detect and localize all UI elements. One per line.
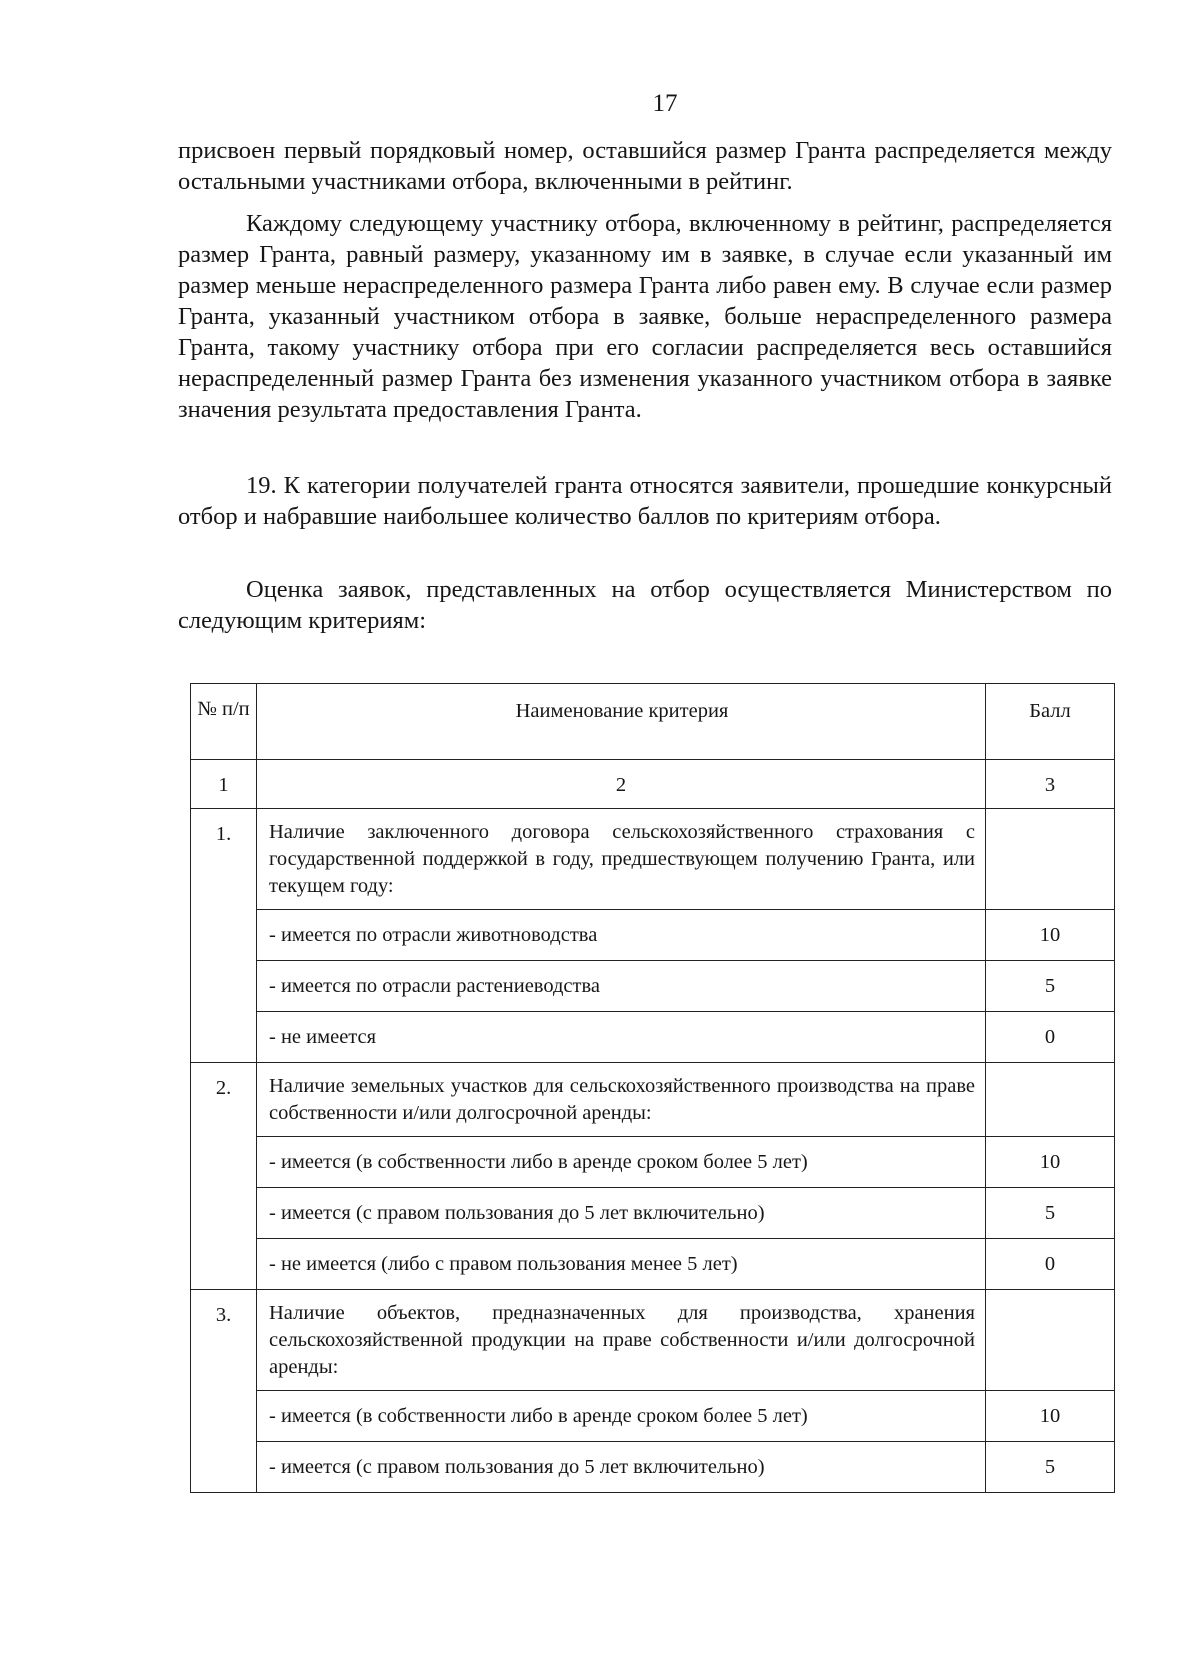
option-score: 0 — [986, 1239, 1115, 1290]
criterion-score-empty — [986, 809, 1115, 910]
paragraph-grant-distribution — [178, 208, 1112, 425]
option-row — [191, 1239, 1115, 1290]
option-label: - имеется (в собственности либо в аренде сроком более 5 лет) — [257, 1391, 986, 1442]
paragraph-continuation — [178, 135, 1112, 197]
option-label: - имеется (в собственности либо в аренде сроком более 5 лет) — [257, 1137, 986, 1188]
option-score: 10 — [986, 910, 1115, 961]
option-score: 0 — [986, 1012, 1115, 1063]
option-row — [191, 1391, 1115, 1442]
criteria-table — [190, 683, 1115, 1493]
criterion-number: 3. — [191, 1290, 257, 1493]
column-number: 2 — [257, 760, 986, 809]
option-row — [191, 961, 1115, 1012]
header-score: Балл — [986, 684, 1115, 760]
option-label: - имеется (с правом пользования до 5 лет включительно) — [257, 1188, 986, 1239]
criterion-title: Наличие заключенного договора сельскохозяйственного страхования с государственной поддержкой в году, предшествующем получению Гранта, или текущем году: — [257, 809, 986, 910]
column-number-row — [191, 760, 1115, 809]
paragraph-19 — [178, 470, 1112, 532]
page-number: 17 — [652, 90, 678, 117]
paragraph-evaluation — [178, 574, 1112, 636]
criterion-title: Наличие объектов, предназначенных для производства, хранения сельскохозяйственной продукции на праве собственности и/или долгосрочной аренды: — [257, 1290, 986, 1391]
option-row — [191, 1137, 1115, 1188]
paragraph-text: 19. К категории получателей гранта относятся заявители, прошедшие конкурсный отбор и набравшие наибольшее количество баллов по критериям отбора. — [178, 472, 1112, 530]
option-label: - не имеется — [257, 1012, 986, 1063]
option-row — [191, 910, 1115, 961]
column-number: 1 — [191, 760, 257, 809]
option-score: 10 — [986, 1137, 1115, 1188]
option-score: 5 — [986, 961, 1115, 1012]
header-num: № п/п — [191, 684, 257, 760]
option-label: - имеется по отрасли растениеводства — [257, 961, 986, 1012]
criterion-title: Наличие земельных участков для сельскохозяйственного производства на праве собственности и/или долгосрочной аренды: — [257, 1063, 986, 1137]
option-score: 5 — [986, 1442, 1115, 1493]
criterion-score-empty — [986, 1063, 1115, 1137]
option-row — [191, 1442, 1115, 1493]
paragraph-text: Каждому следующему участнику отбора, включенному в рейтинг, распределяется размер Гранта, равный размеру, указанному им в заявке, в случае если указанный им размер меньше нераспределенного размера Гранта либо равен ему. В случае если размер Гранта, указанный участником отбора в заявке, больше нераспределенного размера Гранта, такому участнику отбора при его согласии распределяется весь оставшийся нераспределенный размер Гранта без изменения указанного участником отбора в заявке значения результата предоставления Гранта. — [178, 210, 1112, 423]
option-score: 10 — [986, 1391, 1115, 1442]
option-label: - имеется по отрасли животноводства — [257, 910, 986, 961]
paragraph-text: Оценка заявок, представленных на отбор осуществляется Министерством по следующим критериям: — [178, 576, 1112, 634]
criterion-row — [191, 809, 1115, 910]
criterion-row — [191, 1290, 1115, 1391]
option-score: 5 — [986, 1188, 1115, 1239]
option-row — [191, 1188, 1115, 1239]
criterion-score-empty — [986, 1290, 1115, 1391]
column-number: 3 — [986, 760, 1115, 809]
criterion-number: 1. — [191, 809, 257, 1063]
paragraph-text: присвоен первый порядковый номер, оставшийся размер Гранта распределяется между остальными участниками отбора, включенными в рейтинг. — [178, 137, 1112, 195]
option-label: - имеется (с правом пользования до 5 лет включительно) — [257, 1442, 986, 1493]
criterion-row — [191, 1063, 1115, 1137]
option-label: - не имеется (либо с правом пользования менее 5 лет) — [257, 1239, 986, 1290]
header-name: Наименование критерия — [257, 684, 986, 760]
criterion-number: 2. — [191, 1063, 257, 1290]
option-row — [191, 1012, 1115, 1063]
table-header-row — [191, 684, 1115, 760]
